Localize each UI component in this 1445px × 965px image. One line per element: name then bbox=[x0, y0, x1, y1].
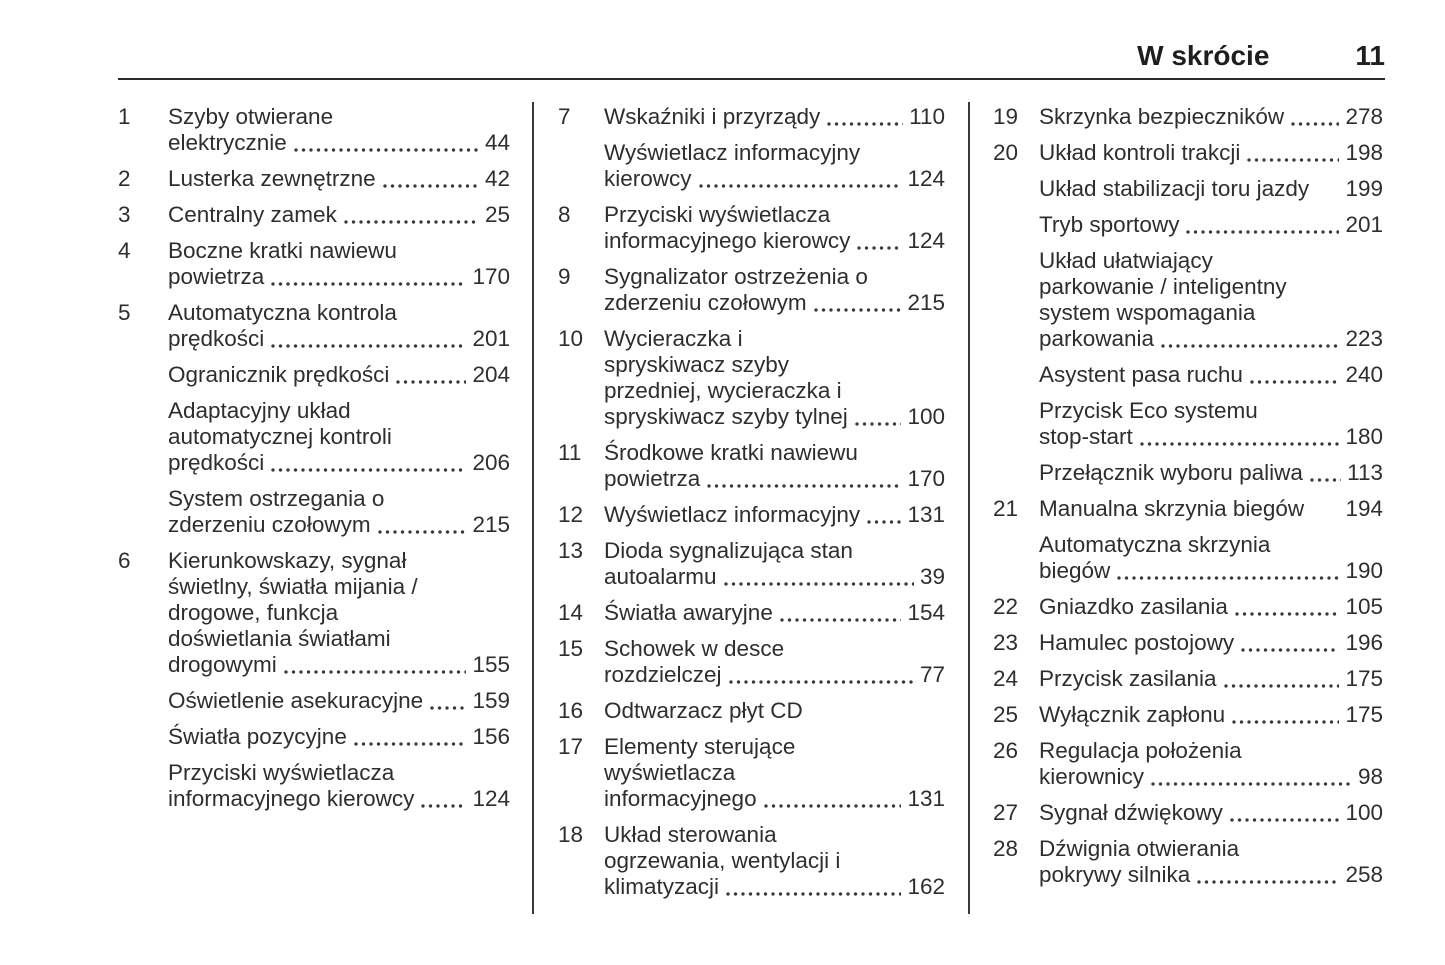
dot-leader bbox=[726, 892, 901, 896]
dot-leader bbox=[1186, 230, 1339, 234]
entry-last-line bbox=[168, 130, 510, 156]
entry-number: 27 bbox=[993, 800, 1019, 825]
entry-number bbox=[993, 212, 1039, 238]
entry-page-number: 44 bbox=[484, 130, 510, 155]
toc-entry bbox=[993, 800, 1383, 826]
entry-text-line: autoalarmu bbox=[604, 564, 717, 589]
entry-text-line: kierownicy bbox=[1039, 764, 1145, 789]
entry-text-line: Układ stabilizacji toru jazdy bbox=[1039, 176, 1310, 201]
dot-leader bbox=[344, 220, 479, 224]
toc-entry bbox=[118, 486, 510, 538]
entry-last-line bbox=[1039, 104, 1383, 130]
entry-page-number: 124 bbox=[907, 166, 945, 191]
entry-page-number: 196 bbox=[1345, 630, 1383, 655]
entry-page-number: 258 bbox=[1345, 862, 1383, 887]
entry-page-number: 278 bbox=[1345, 104, 1383, 129]
entry-page-number: 201 bbox=[472, 326, 510, 351]
entry-number: 28 bbox=[993, 836, 1019, 861]
page-header bbox=[118, 40, 1385, 72]
entry-text-line: Centralny zamek bbox=[168, 202, 337, 227]
entry-text-line: klimatyzacji bbox=[604, 874, 720, 899]
entry-number: 21 bbox=[993, 496, 1019, 521]
dot-leader bbox=[383, 184, 479, 188]
entry-number: 22 bbox=[993, 594, 1019, 619]
dot-leader bbox=[729, 680, 914, 684]
entry-number: 15 bbox=[558, 636, 584, 661]
toc-entry bbox=[118, 724, 510, 750]
toc-entry bbox=[993, 630, 1383, 656]
entry-last-line bbox=[604, 874, 945, 900]
dot-leader bbox=[1235, 612, 1340, 616]
entry-text-line: Układ kontroli trakcji bbox=[1039, 140, 1241, 165]
entry-text-line: Hamulec postojowy bbox=[1039, 630, 1235, 655]
entry-text-line: Układ ułatwiający bbox=[1039, 248, 1213, 273]
entry-last-line bbox=[1039, 140, 1383, 166]
entry-text-line: pokrywy silnika bbox=[1039, 862, 1191, 887]
entry-number bbox=[993, 176, 1039, 202]
toc-entry bbox=[993, 212, 1383, 238]
entry-text-line: Przycisk Eco systemu bbox=[1039, 398, 1258, 423]
entry-text-line: parkowanie / inteligentny bbox=[1039, 274, 1287, 299]
entry-number bbox=[993, 460, 1039, 486]
dot-leader bbox=[294, 148, 479, 152]
entry-number: 19 bbox=[993, 104, 1019, 129]
entry-text-line: biegów bbox=[1039, 558, 1111, 583]
entry-page-number: 201 bbox=[1345, 212, 1383, 237]
entry-last-line bbox=[1039, 862, 1383, 888]
entry-page-number: 131 bbox=[907, 502, 945, 527]
entry-page-number: 223 bbox=[1345, 326, 1383, 351]
dot-leader bbox=[271, 282, 466, 286]
toc-entry bbox=[118, 548, 510, 678]
entry-last-line bbox=[1039, 630, 1383, 656]
entry-text-line: system wspomagania bbox=[1039, 300, 1256, 325]
toc-entry bbox=[118, 300, 510, 352]
entry-page-number: 194 bbox=[1345, 496, 1383, 521]
entry-page-number: 113 bbox=[1347, 460, 1383, 485]
toc-columns bbox=[118, 104, 1383, 914]
entry-text-line: Przyciski wyświetlacza bbox=[168, 760, 395, 785]
toc-entry bbox=[993, 398, 1383, 450]
entry-number: 17 bbox=[558, 734, 584, 759]
entry-last-line bbox=[604, 600, 945, 626]
entry-page-number: 180 bbox=[1345, 424, 1383, 449]
entry-last-line bbox=[1039, 666, 1383, 692]
entry-number: 26 bbox=[993, 738, 1019, 763]
toc-entry bbox=[993, 140, 1383, 166]
entry-last-line bbox=[168, 362, 510, 388]
entry-text-line: Wyświetlacz informacyjny bbox=[604, 502, 861, 527]
column-divider bbox=[968, 102, 970, 914]
entry-text-line: Układ sterowania bbox=[604, 822, 777, 847]
dot-leader bbox=[1117, 576, 1339, 580]
dot-leader bbox=[1230, 818, 1340, 822]
entry-page-number: 124 bbox=[907, 228, 945, 253]
entry-last-line bbox=[1039, 496, 1383, 522]
dot-leader bbox=[1291, 122, 1339, 126]
toc-entry bbox=[993, 836, 1383, 888]
entry-page-number: 175 bbox=[1345, 702, 1383, 727]
dot-leader bbox=[780, 618, 902, 622]
entry-text-line: informacyjnego kierowcy bbox=[168, 786, 415, 811]
entry-last-line bbox=[1039, 176, 1383, 202]
entry-text-line: Automatyczna kontrola bbox=[168, 300, 397, 325]
entry-page-number: 154 bbox=[907, 600, 945, 625]
entry-text-line: Adaptacyjny układ bbox=[168, 398, 351, 423]
entry-number: 2 bbox=[118, 166, 131, 191]
entry-last-line bbox=[1039, 326, 1383, 352]
page-number: 11 bbox=[1355, 40, 1385, 71]
entry-text-line: Odtwarzacz płyt CD bbox=[604, 698, 803, 723]
entry-text-line: drogowymi bbox=[168, 652, 277, 677]
entry-text-line: Ogranicznik prędkości bbox=[168, 362, 390, 387]
entry-text-line: informacyjnego bbox=[604, 786, 757, 811]
entry-page-number: 25 bbox=[484, 202, 510, 227]
entry-number bbox=[118, 724, 168, 750]
entry-last-line bbox=[1039, 212, 1383, 238]
entry-last-line bbox=[168, 786, 510, 812]
column-divider bbox=[532, 102, 534, 914]
dot-leader bbox=[421, 804, 466, 808]
entry-text-line: System ostrzegania o bbox=[168, 486, 385, 511]
entry-text-line: Tryb sportowy bbox=[1039, 212, 1180, 237]
entry-page-number: 175 bbox=[1345, 666, 1383, 691]
dot-leader bbox=[1232, 720, 1339, 724]
toc-entry bbox=[993, 496, 1383, 522]
dot-leader bbox=[857, 246, 901, 250]
toc-entry bbox=[118, 166, 510, 192]
toc-entry bbox=[118, 202, 510, 228]
entry-page-number: 204 bbox=[472, 362, 510, 387]
entry-number bbox=[993, 532, 1039, 584]
entry-number: 12 bbox=[558, 502, 584, 527]
toc-entry bbox=[993, 702, 1383, 728]
entry-number bbox=[993, 248, 1039, 352]
toc-entry bbox=[993, 104, 1383, 130]
entry-last-line bbox=[1039, 460, 1383, 486]
dot-leader bbox=[1311, 514, 1339, 518]
entry-number: 1 bbox=[118, 104, 131, 129]
toc-entry bbox=[558, 502, 945, 528]
entry-page-number: 162 bbox=[907, 874, 945, 899]
entry-last-line bbox=[604, 290, 945, 316]
dot-leader bbox=[1250, 380, 1340, 384]
entry-last-line bbox=[604, 404, 945, 430]
dot-leader bbox=[867, 520, 901, 524]
entry-text-line: Regulacja położenia bbox=[1039, 738, 1242, 763]
entry-number: 18 bbox=[558, 822, 584, 847]
entry-last-line bbox=[604, 786, 945, 812]
entry-number bbox=[993, 362, 1039, 388]
entry-text-line: spryskiwacz szyby tylnej bbox=[604, 404, 848, 429]
entry-number: 14 bbox=[558, 600, 584, 625]
entry-text-line: Wycieraczka i bbox=[604, 326, 743, 351]
dot-leader bbox=[1241, 648, 1339, 652]
entry-page-number: 206 bbox=[472, 450, 510, 475]
toc-entry bbox=[118, 760, 510, 812]
entry-number: 25 bbox=[993, 702, 1019, 727]
toc-entry bbox=[993, 738, 1383, 790]
entry-text-line: Asystent pasa ruchu bbox=[1039, 362, 1243, 387]
dot-leader bbox=[707, 484, 901, 488]
entry-number: 11 bbox=[558, 440, 582, 465]
entry-last-line bbox=[604, 104, 945, 130]
dot-leader bbox=[1161, 344, 1339, 348]
entry-text-line: stop-start bbox=[1039, 424, 1133, 449]
entry-last-line bbox=[1039, 594, 1383, 620]
entry-number: 16 bbox=[558, 698, 584, 723]
dot-leader bbox=[814, 308, 902, 312]
entry-text-line: spryskiwacz szyby bbox=[604, 352, 790, 377]
toc-entry bbox=[558, 440, 945, 492]
entry-text-line: Światła awaryjne bbox=[604, 600, 773, 625]
entry-last-line bbox=[168, 450, 510, 476]
entry-number: 24 bbox=[993, 666, 1019, 691]
entry-page-number: 39 bbox=[919, 564, 945, 589]
dot-leader bbox=[855, 422, 902, 426]
toc-entry bbox=[118, 362, 510, 388]
dot-leader bbox=[284, 670, 467, 674]
entry-last-line bbox=[168, 688, 510, 714]
entry-page-number: 100 bbox=[907, 404, 945, 429]
entry-last-line bbox=[168, 326, 510, 352]
dot-leader bbox=[764, 804, 902, 808]
entry-page-number: 124 bbox=[472, 786, 510, 811]
entry-last-line bbox=[1039, 424, 1383, 450]
toc-entry bbox=[558, 264, 945, 316]
entry-text-line: rozdzielczej bbox=[604, 662, 722, 687]
entry-last-line bbox=[1039, 702, 1383, 728]
toc-entry bbox=[558, 636, 945, 688]
toc-entry bbox=[993, 460, 1383, 486]
entry-number bbox=[118, 362, 168, 388]
dot-leader bbox=[1197, 880, 1339, 884]
toc-entry bbox=[993, 176, 1383, 202]
entry-page-number: 170 bbox=[472, 264, 510, 289]
entry-number bbox=[558, 140, 604, 192]
entry-text-line: powietrza bbox=[168, 264, 265, 289]
entry-page-number: 198 bbox=[1345, 140, 1383, 165]
entry-number bbox=[118, 398, 168, 476]
toc-entry bbox=[993, 666, 1383, 692]
toc-entry bbox=[118, 104, 510, 156]
toc-entry bbox=[558, 104, 945, 130]
toc-column bbox=[558, 104, 945, 910]
entry-text-line: prędkości bbox=[168, 326, 265, 351]
entry-page-number: 199 bbox=[1345, 176, 1383, 201]
toc-column bbox=[118, 104, 510, 822]
dot-leader bbox=[1224, 684, 1340, 688]
entry-last-line bbox=[1039, 362, 1383, 388]
toc-column bbox=[993, 104, 1383, 898]
toc-entry bbox=[558, 600, 945, 626]
section-title: W skrócie bbox=[1137, 40, 1270, 71]
dot-leader bbox=[354, 742, 467, 746]
entry-page-number: 42 bbox=[484, 166, 510, 191]
entry-last-line bbox=[1039, 558, 1383, 584]
entry-last-line bbox=[604, 166, 945, 192]
entry-page-number: 240 bbox=[1345, 362, 1383, 387]
entry-number: 3 bbox=[118, 202, 131, 227]
dot-leader bbox=[396, 380, 466, 384]
dot-leader bbox=[378, 530, 467, 534]
entry-page-number: 77 bbox=[919, 662, 945, 687]
toc-entry bbox=[558, 326, 945, 430]
entry-page-number: 190 bbox=[1345, 558, 1383, 583]
entry-page-number: 170 bbox=[907, 466, 945, 491]
entry-number: 13 bbox=[558, 538, 584, 563]
entry-text-line: automatycznej kontroli bbox=[168, 424, 392, 449]
entry-number: 20 bbox=[993, 140, 1019, 165]
entry-number: 7 bbox=[558, 104, 571, 129]
dot-leader bbox=[1151, 782, 1352, 786]
entry-text-line: Skrzynka bezpieczników bbox=[1039, 104, 1285, 129]
entry-text-line: ogrzewania, wentylacji i bbox=[604, 848, 841, 873]
toc-entry bbox=[118, 688, 510, 714]
entry-text-line: kierowcy bbox=[604, 166, 692, 191]
entry-last-line bbox=[168, 166, 510, 192]
entry-last-line bbox=[604, 502, 945, 528]
entry-text-line: zderzeniu czołowym bbox=[168, 512, 371, 537]
entry-last-line bbox=[604, 662, 945, 688]
entry-text-line: Przełącznik wyboru paliwa bbox=[1039, 460, 1303, 485]
entry-text-line: Dioda sygnalizująca stan bbox=[604, 538, 853, 563]
entry-text-line: Przyciski wyświetlacza bbox=[604, 202, 831, 227]
entry-text-line: wyświetlacza bbox=[604, 760, 736, 785]
entry-last-line bbox=[168, 724, 510, 750]
entry-text-line: doświetlania światłami bbox=[168, 626, 391, 651]
entry-page-number: 159 bbox=[472, 688, 510, 713]
dot-leader bbox=[699, 184, 902, 188]
entry-text-line: Sygnał dźwiękowy bbox=[1039, 800, 1223, 825]
entry-last-line bbox=[1039, 764, 1383, 790]
toc-entry bbox=[993, 532, 1383, 584]
entry-text-line: świetlny, światła mijania / bbox=[168, 574, 418, 599]
entry-number bbox=[118, 760, 168, 812]
entry-number bbox=[118, 688, 168, 714]
entry-page-number: 110 bbox=[909, 104, 945, 129]
entry-last-line bbox=[168, 652, 510, 678]
toc-entry bbox=[993, 594, 1383, 620]
entry-text-line: Oświetlenie asekuracyjne bbox=[168, 688, 424, 713]
entry-last-line bbox=[604, 228, 945, 254]
entry-text-line: Światła pozycyjne bbox=[168, 724, 347, 749]
toc-entry bbox=[993, 248, 1383, 352]
toc-entry bbox=[558, 822, 945, 900]
entry-text-line: Boczne kratki nawiewu bbox=[168, 238, 397, 263]
entry-text-line: Wyświetlacz informacyjny bbox=[604, 140, 861, 165]
header-rule bbox=[118, 78, 1385, 80]
entry-number: 6 bbox=[118, 548, 131, 573]
entry-page-number: 215 bbox=[472, 512, 510, 537]
toc-entry bbox=[118, 398, 510, 476]
toc-entry bbox=[558, 698, 945, 724]
entry-text-line: Manualna skrzynia biegów bbox=[1039, 496, 1305, 521]
dot-leader bbox=[271, 344, 466, 348]
entry-text-line: elektrycznie bbox=[168, 130, 287, 155]
toc-entry bbox=[558, 734, 945, 812]
entry-text-line: parkowania bbox=[1039, 326, 1155, 351]
entry-last-line bbox=[168, 202, 510, 228]
entry-text-line: powietrza bbox=[604, 466, 701, 491]
entry-page-number: 156 bbox=[472, 724, 510, 749]
entry-text-line: Elementy sterujące bbox=[604, 734, 796, 759]
entry-last-line bbox=[168, 512, 510, 538]
entry-last-line bbox=[604, 466, 945, 492]
dot-leader bbox=[827, 122, 903, 126]
entry-text-line: prędkości bbox=[168, 450, 265, 475]
toc-entry bbox=[558, 140, 945, 192]
entry-number: 8 bbox=[558, 202, 571, 227]
entry-text-line: Lusterka zewnętrzne bbox=[168, 166, 376, 191]
entry-text-line: Wskaźniki i przyrządy bbox=[604, 104, 821, 129]
entry-number bbox=[118, 486, 168, 538]
entry-text-line: Kierunkowskazy, sygnał bbox=[168, 548, 407, 573]
entry-text-line: Przycisk zasilania bbox=[1039, 666, 1217, 691]
entry-text-line: Dźwignia otwierania bbox=[1039, 836, 1240, 861]
toc-entry bbox=[558, 202, 945, 254]
entry-number: 23 bbox=[993, 630, 1019, 655]
entry-number: 9 bbox=[558, 264, 571, 289]
dot-leader bbox=[271, 468, 466, 472]
entry-text-line: Środkowe kratki nawiewu bbox=[604, 440, 858, 465]
entry-text-line: przedniej, wycieraczka i bbox=[604, 378, 842, 403]
dot-leader bbox=[724, 582, 914, 586]
toc-entry bbox=[118, 238, 510, 290]
entry-number bbox=[993, 398, 1039, 450]
toc-entry bbox=[993, 362, 1383, 388]
dot-leader bbox=[1310, 478, 1341, 482]
entry-page-number: 131 bbox=[907, 786, 945, 811]
entry-page-number: 100 bbox=[1345, 800, 1383, 825]
entry-page-number: 155 bbox=[472, 652, 510, 677]
entry-text-line: Automatyczna skrzynia bbox=[1039, 532, 1271, 557]
entry-page-number: 98 bbox=[1357, 764, 1383, 789]
entry-text-line: Schowek w desce bbox=[604, 636, 785, 661]
entry-text-line: Szyby otwierane bbox=[168, 104, 334, 129]
entry-text-line: Wyłącznik zapłonu bbox=[1039, 702, 1226, 727]
entry-last-line bbox=[1039, 800, 1383, 826]
dot-leader bbox=[430, 706, 466, 710]
dot-leader bbox=[1247, 158, 1339, 162]
dot-leader bbox=[1316, 194, 1339, 198]
entry-text-line: zderzeniu czołowym bbox=[604, 290, 807, 315]
entry-text-line: Gniazdko zasilania bbox=[1039, 594, 1228, 619]
entry-number: 4 bbox=[118, 238, 131, 263]
entry-text-line: Sygnalizator ostrzeżenia o bbox=[604, 264, 868, 289]
dot-leader bbox=[1140, 442, 1340, 446]
entry-last-line bbox=[168, 264, 510, 290]
entry-text-line: informacyjnego kierowcy bbox=[604, 228, 851, 253]
entry-text-line: drogowe, funkcja bbox=[168, 600, 339, 625]
entry-page-number: 215 bbox=[907, 290, 945, 315]
entry-number: 5 bbox=[118, 300, 131, 325]
entry-page-number: 105 bbox=[1345, 594, 1383, 619]
entry-number: 10 bbox=[558, 326, 584, 351]
entry-last-line bbox=[604, 564, 945, 590]
toc-entry bbox=[558, 538, 945, 590]
